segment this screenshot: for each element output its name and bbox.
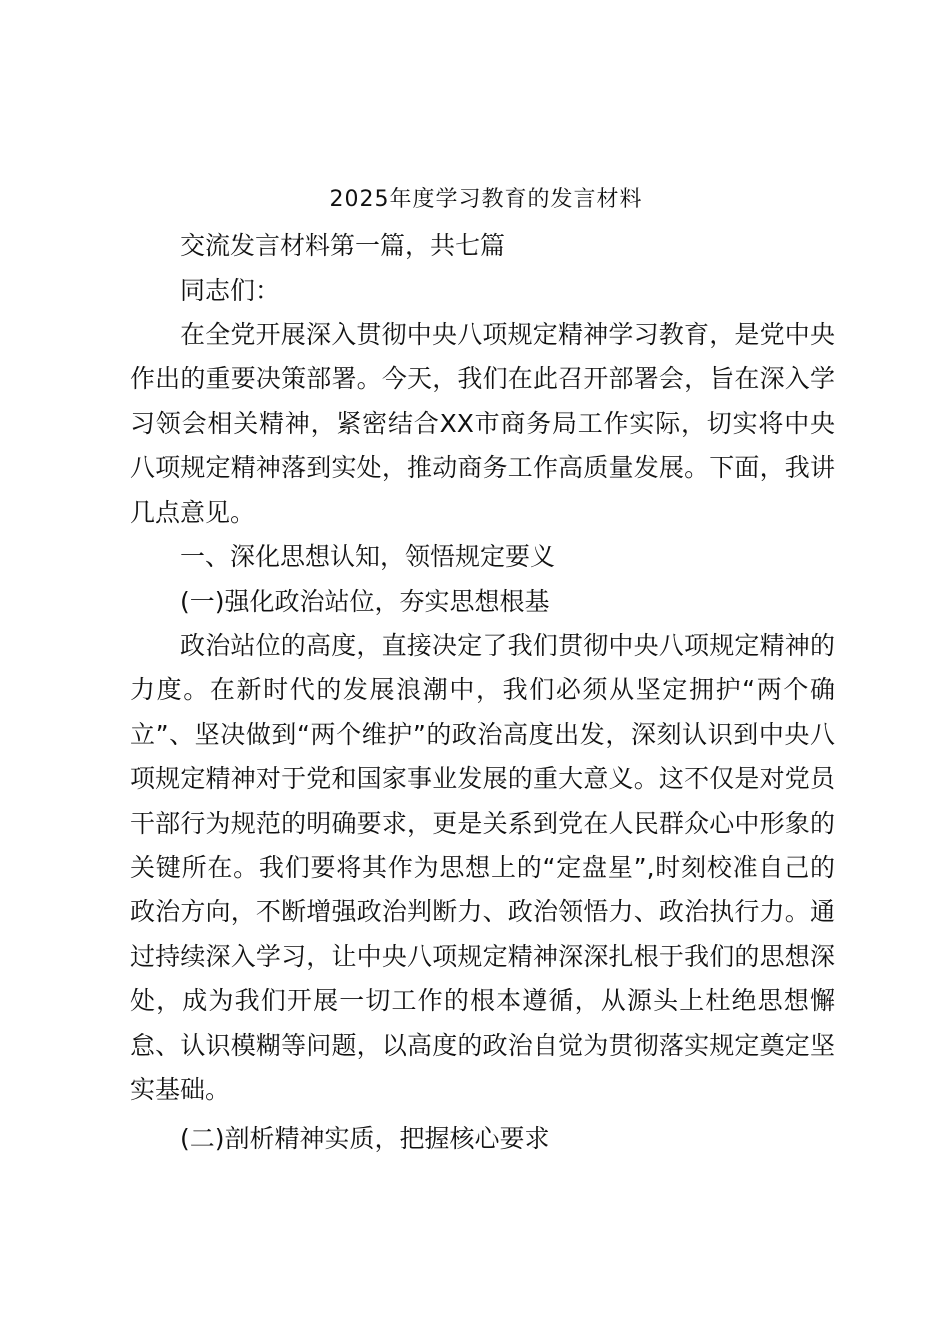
subsection-heading-2: (二)剖析精神实质，把握核心要求 [180, 1124, 550, 1153]
section-heading-1: 一、深化思想认知，领悟规定要义 [180, 542, 556, 571]
salutation: 同志们： [180, 276, 281, 305]
paragraph-intro: 在全党开展深入贯彻中央八项规定精神学习教育，是党中央作出的重要决策部署。今天，我们在此召开部署会，旨在深入学习领会相关精神，紧密结合XX市商务局工作实际，切实将中央八项规定精神落到实处，推动商务工作高质量发展。下面，我讲几点意见。 [130, 320, 835, 527]
paragraph-political-stance: 政治站位的高度，直接决定了我们贯彻中央八项规定精神的力度。在新时代的发展浪潮中，我们必须从坚定拥护“两个确立”、坚决做到“两个维护”的政治高度出发，深刻认识到中央八项规定精神对于党和国家事业发展的重大意义。这不仅是对党员干部行为规范的明确要求，更是关系到党在人民群众心中形象的关键所在。我们要将其作为思想上的“定盘星”,时刻校准自己的政治方向，不断增强政治判断力、政治领悟力、政治执行力。通过持续深入学习，让中央八项规定精神深深扎根于我们的思想深处，成为我们开展一切工作的根本遵循，从源头上杜绝思想懈怠、认识模糊等问题，以高度的政治自觉为贯彻落实规定奠定坚实基础。 [130, 631, 835, 1105]
document-subtitle: 交流发言材料第一篇，共七篇 [180, 231, 506, 260]
document-title: 2025年度学习教育的发言材料 [329, 187, 643, 212]
subsection-heading-1: (一)强化政治站位，夯实思想根基 [180, 587, 550, 616]
